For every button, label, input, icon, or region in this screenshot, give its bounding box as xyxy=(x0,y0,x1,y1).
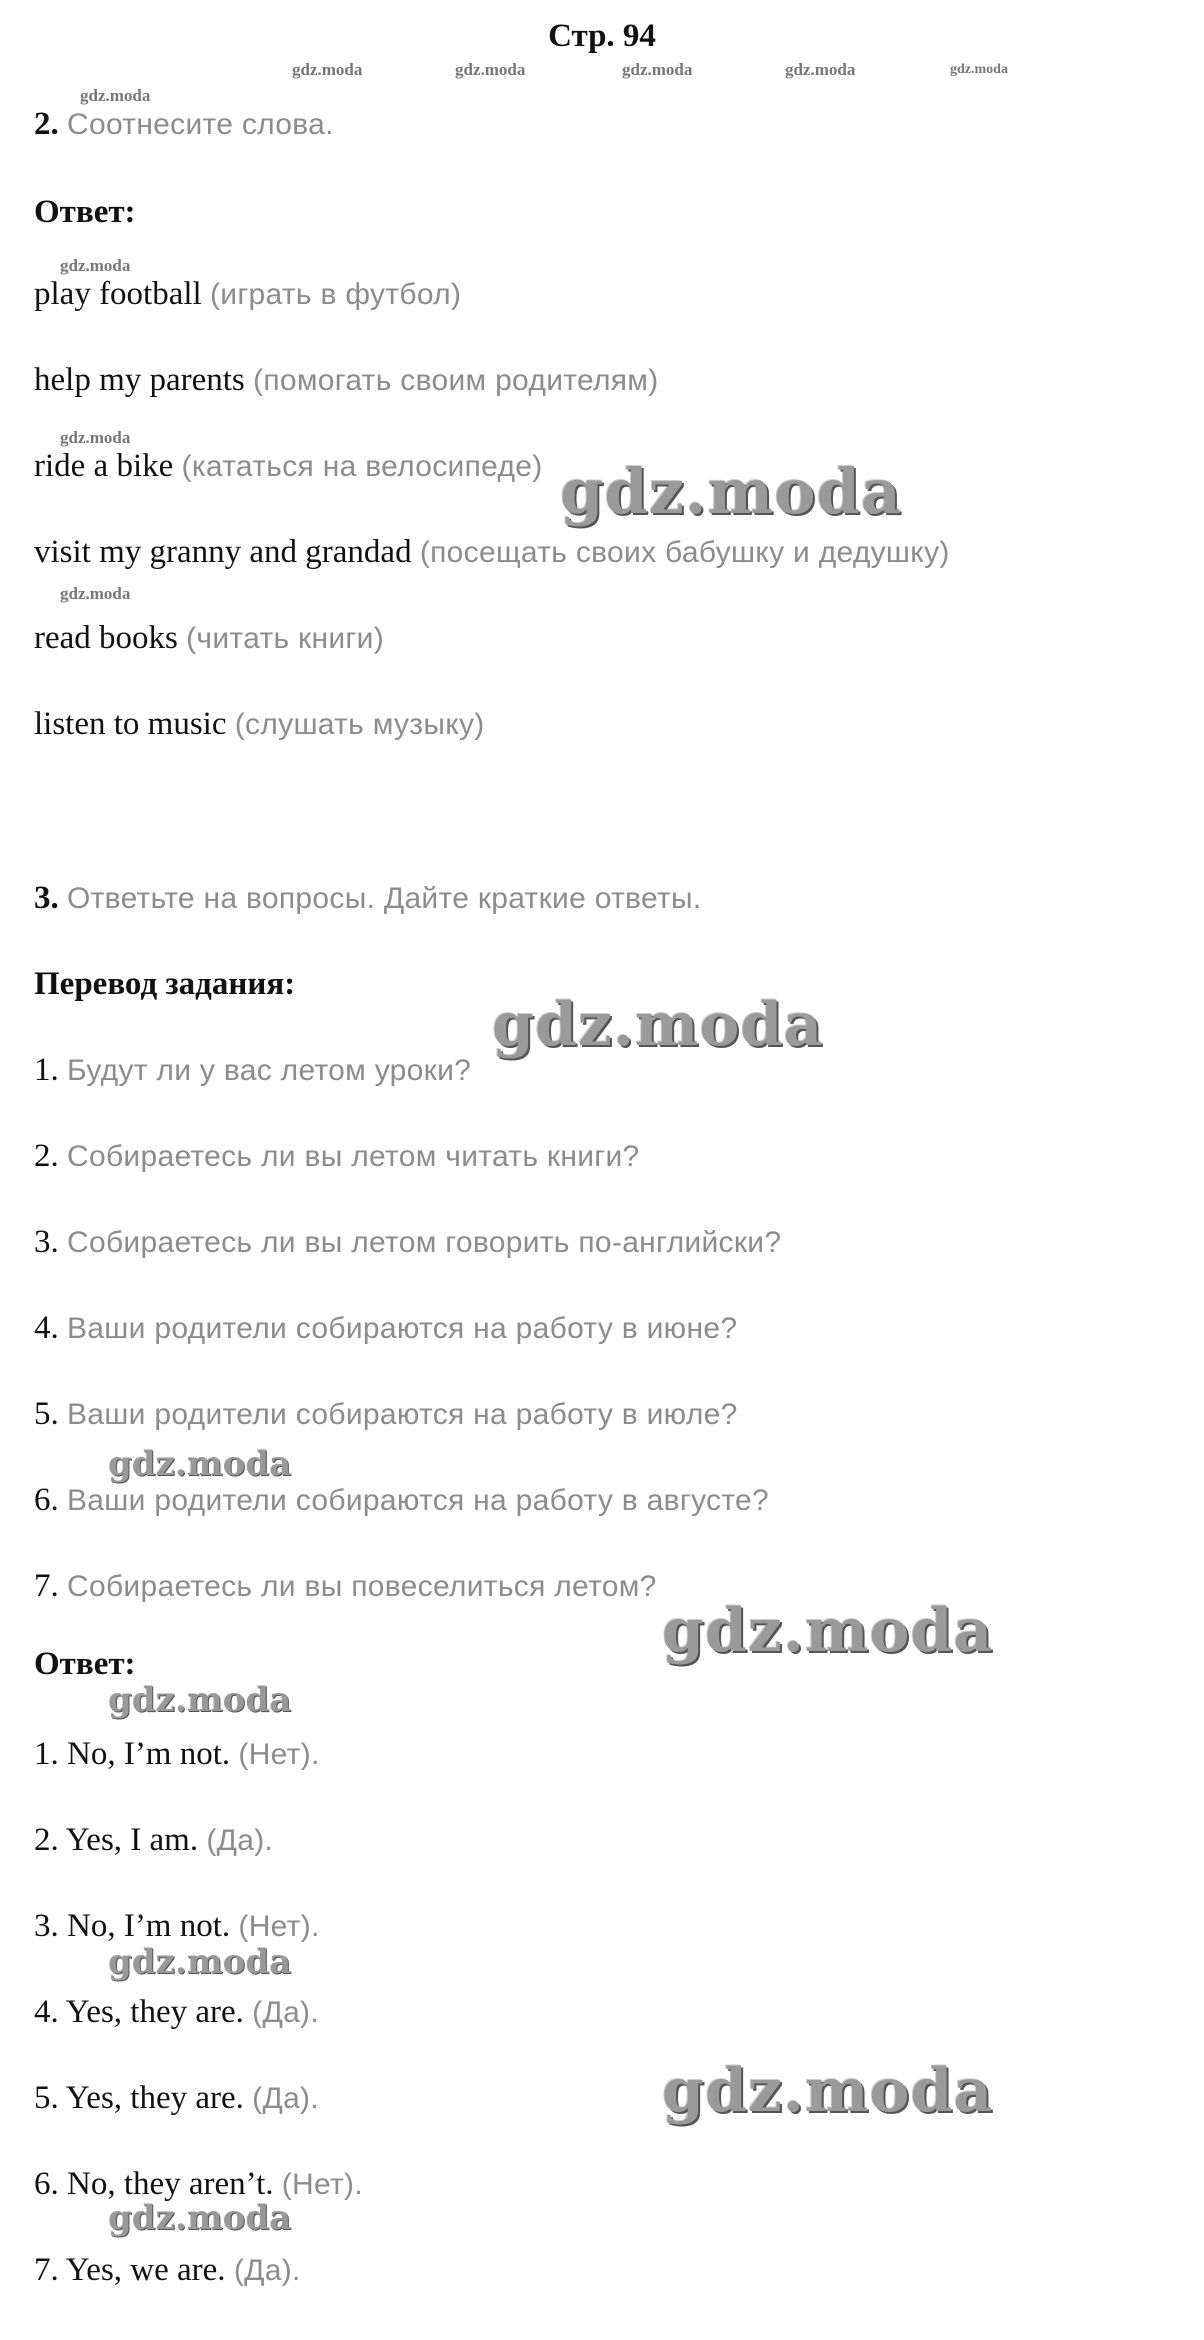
page-title: Стр. 94 xyxy=(548,18,656,54)
task2-item-ru: (кататься на велосипеде) xyxy=(181,450,543,483)
question-number: 5. xyxy=(34,1396,59,1432)
watermark: gdz.moda xyxy=(662,2056,994,2126)
watermark: gdz.moda xyxy=(492,990,824,1060)
task2-item xyxy=(34,704,485,745)
watermark: gdz.moda xyxy=(60,428,131,447)
task3-number: 3. xyxy=(34,880,59,916)
task2-item xyxy=(34,360,659,401)
question-number: 6. xyxy=(34,1482,59,1518)
task2-instruction: Соотнесите слова. xyxy=(67,108,334,141)
watermark: gdz.moda xyxy=(785,60,856,79)
question-text: Ваши родители собираются на работу в августе? xyxy=(67,1484,770,1517)
task2-item-en: ride a bike xyxy=(34,448,174,484)
watermark: gdz.moda xyxy=(292,60,363,79)
answer-ru: (Да). xyxy=(233,2254,301,2287)
task2-item xyxy=(34,618,384,659)
watermark: gdz.moda xyxy=(108,1680,292,1720)
task2-item-ru: (читать книги) xyxy=(186,622,384,655)
question-text: Будут ли у вас летом уроки? xyxy=(67,1054,472,1087)
task3-answer xyxy=(34,1906,320,1947)
task3-answer xyxy=(34,2250,301,2291)
question-text: Ваши родители собираются на работу в июне? xyxy=(67,1312,738,1345)
answer-ru: (Нет). xyxy=(238,1738,320,1771)
task3-answer xyxy=(34,1992,319,2033)
watermark: gdz.moda xyxy=(560,455,902,528)
question-text: Собираетесь ли вы повеселиться летом? xyxy=(67,1570,657,1603)
answer-en: 2. Yes, I am. xyxy=(34,1822,199,1858)
task3-instruction: Ответьте на вопросы. Дайте краткие ответы. xyxy=(67,882,702,915)
task3-translation-heading: Перевод задания: xyxy=(34,966,296,1002)
task2-answer-heading: Ответ: xyxy=(34,194,136,230)
question-text: Собираетесь ли вы летом говорить по-английски? xyxy=(67,1226,782,1259)
task2-item-en: listen to music xyxy=(34,706,227,742)
watermark: gdz.moda xyxy=(60,584,131,603)
task2-item-en: visit my granny and grandad xyxy=(34,534,412,570)
answer-ru: (Нет). xyxy=(281,2168,363,2201)
task3-answer-heading: Ответ: xyxy=(34,1646,136,1682)
task3-instruction-line xyxy=(34,878,701,919)
task2-item-en: play football xyxy=(34,276,202,312)
answer-en: 6. No, they aren’t. xyxy=(34,2166,274,2202)
watermark: gdz.moda xyxy=(455,60,526,79)
task2-instruction-line xyxy=(34,104,334,145)
answer-ru: (Да). xyxy=(252,2082,319,2115)
task2-item-en: read books xyxy=(34,620,178,656)
question-number: 3. xyxy=(34,1224,59,1260)
answer-en: 4. Yes, they are. xyxy=(34,1994,244,2030)
task2-item-ru: (посещать своих бабушку и дедушку) xyxy=(419,536,950,569)
task3-question xyxy=(34,1136,640,1177)
answer-ru: (Да). xyxy=(252,1996,319,2029)
watermark: gdz.moda xyxy=(108,2198,292,2238)
task2-item xyxy=(34,274,461,315)
task3-question xyxy=(34,1394,738,1435)
watermark: gdz.moda xyxy=(80,86,151,105)
question-number: 2. xyxy=(34,1138,59,1174)
watermark: gdz.moda xyxy=(662,1596,994,1666)
watermark: gdz.moda xyxy=(108,1444,292,1484)
task3-answer xyxy=(34,1734,320,1775)
answer-en: 3. No, I’m not. xyxy=(34,1908,231,1944)
answer-ru: (Да). xyxy=(206,1824,274,1857)
question-text: Собираетесь ли вы летом читать книги? xyxy=(67,1140,640,1173)
task2-item xyxy=(34,446,543,487)
task2-item xyxy=(34,532,950,573)
task3-question xyxy=(34,1566,657,1607)
task3-question xyxy=(34,1308,737,1349)
answer-en: 1. No, I’m not. xyxy=(34,1736,231,1772)
question-number: 4. xyxy=(34,1310,59,1346)
task3-answer xyxy=(34,1820,273,1861)
task3-question xyxy=(34,1050,471,1091)
question-number: 7. xyxy=(34,1568,59,1604)
watermark: gdz.moda xyxy=(60,256,131,275)
question-number: 1. xyxy=(34,1052,59,1088)
task2-item-ru: (играть в футбол) xyxy=(209,278,462,311)
answer-en: 7. Yes, we are. xyxy=(34,2252,226,2288)
watermark: gdz.moda xyxy=(622,60,693,79)
question-text: Ваши родители собираются на работу в июле? xyxy=(67,1398,738,1431)
task3-answer xyxy=(34,2078,319,2119)
watermark: gdz.moda xyxy=(108,1942,292,1982)
task3-question xyxy=(34,1480,769,1521)
task2-item-ru: (помогать своим родителям) xyxy=(253,364,659,397)
task2-item-en: help my parents xyxy=(34,362,245,398)
answer-en: 5. Yes, they are. xyxy=(34,2080,244,2116)
watermark: gdz.moda xyxy=(950,62,1008,77)
task3-question xyxy=(34,1222,781,1263)
answer-ru: (Нет). xyxy=(238,1910,320,1943)
task2-item-ru: (слушать музыку) xyxy=(234,708,485,741)
task2-number: 2. xyxy=(34,106,59,142)
